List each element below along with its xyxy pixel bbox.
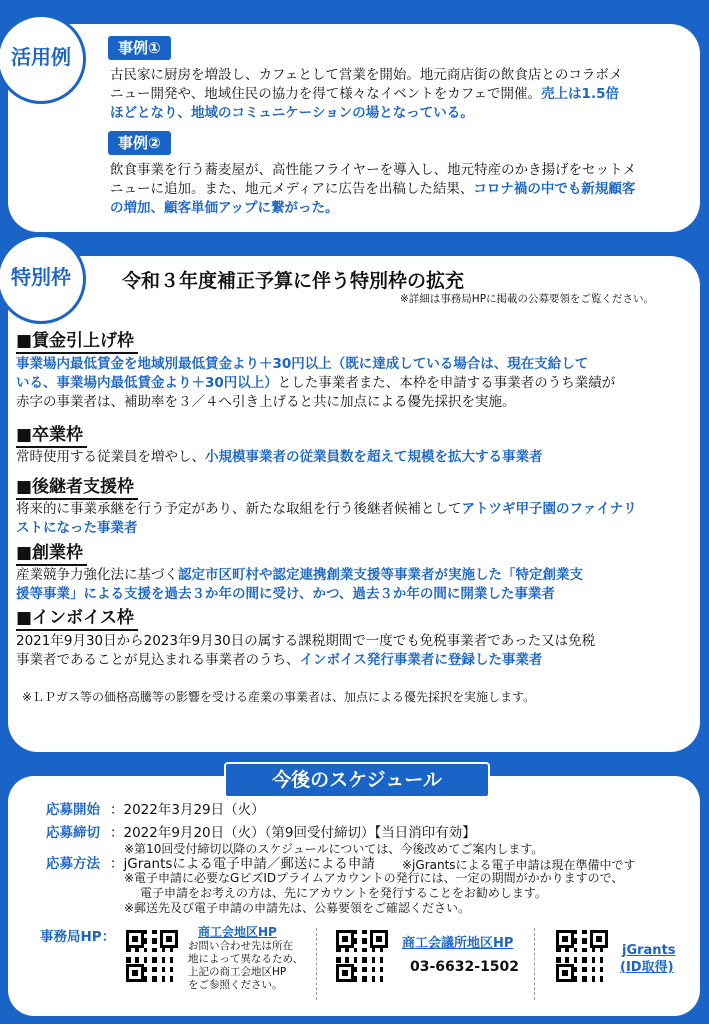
startup-heading: ■創業枠 bbox=[16, 542, 87, 566]
jgrants-qr-code bbox=[556, 930, 608, 982]
successor-line1 bbox=[16, 500, 637, 519]
lp-gas-note: ※ＬＰガス等の価格高騰等の影響を受ける産業の事業者は、加点による優先採択を実施します。 bbox=[22, 690, 536, 704]
graduate-line1 bbox=[16, 448, 543, 467]
office-hp-link[interactable]: 商工会地区HP bbox=[198, 925, 277, 939]
case1-line2-text: ニュー開発や、地域住民の協力を得て様々なイベントをカフェで開催。 bbox=[110, 86, 542, 102]
graduate-heading: ■卒業枠 bbox=[16, 424, 87, 448]
case2-tag: 事例② bbox=[108, 131, 171, 155]
schedule-end-note: ※第10回受付締切以降のスケジュールについては、今後改めてご案内します。 bbox=[124, 842, 544, 856]
jgrants-qr-finder-1 bbox=[556, 930, 574, 948]
startup-line2: 援等事業」による支援を過去３か年の間に受け、かつ、過去３か年の間に開業した事業者 bbox=[16, 586, 555, 602]
successor-highlight: アトツギ甲子園のファイナリ bbox=[461, 501, 637, 517]
special-badge: 特別枠 bbox=[0, 234, 86, 324]
chamber-hp-link[interactable]: 商工会議所地区HP bbox=[402, 936, 514, 951]
office-qr-code bbox=[126, 930, 178, 982]
case1-tag: 事例① bbox=[108, 36, 171, 60]
office-desc-3: 上記の商工会地区HP bbox=[188, 966, 287, 978]
office-desc-4: をご参照ください。 bbox=[188, 979, 283, 991]
schedule-start-label: 応募開始 bbox=[46, 802, 100, 818]
chamber-qr-finder-3 bbox=[336, 964, 354, 982]
graduate-highlight: 小規模事業者の従業員数を超えて規模を拡大する事業者 bbox=[205, 449, 543, 465]
wage-line1: 事業場内最低賃金を地域別最低賃金より＋30円以上（既に達成している場合は、現在支給して bbox=[16, 356, 589, 372]
jgrants-id-link[interactable]: (ID取得) bbox=[620, 960, 674, 975]
schedule-method-note2: 電子申請をお考えの方は、先にアカウントを発行することをお勧めします。 bbox=[140, 886, 547, 900]
graduate-text: 常時使用する従業員を増やし、 bbox=[16, 449, 205, 465]
schedule-title: 今後のスケジュール bbox=[224, 762, 490, 798]
jgrants-qr-finder-2 bbox=[590, 930, 608, 948]
schedule-start-value: ：2022年3月29日（火） bbox=[110, 802, 265, 818]
office-qr-finder-3 bbox=[126, 964, 144, 982]
case2-line1: 飲食事業を行う蕎麦屋が、高性能フライヤーを導入し、地元特産のかき揚げをセットメ bbox=[110, 162, 636, 178]
successor-heading: ■後継者支援枠 bbox=[16, 476, 138, 500]
jgrants-qr-finder-3 bbox=[556, 964, 574, 982]
contact-divider-1 bbox=[316, 928, 317, 1000]
case2-line2 bbox=[110, 180, 635, 199]
wage-line2-text: とした事業者また、本枠を申請する事業者のうち業績が bbox=[277, 375, 616, 391]
case2-highlight: コロナ禍の中でも新規顧客 bbox=[473, 181, 636, 197]
invoice-text: 事業者であることが見込まれる事業者のうち、 bbox=[16, 652, 300, 668]
successor-line2: ストになった事業者 bbox=[16, 520, 138, 536]
chamber-phone: 03-6632-1502 bbox=[410, 959, 520, 975]
case2-line3: の増加、顧客単価アップに繋がった。 bbox=[110, 200, 339, 216]
invoice-line1: 2021年9月30日から2023年9月30日の属する課税期間で一度でも免税事業者であった又は免税 bbox=[16, 633, 596, 649]
invoice-highlight: インボイス発行事業者に登録した事業者 bbox=[299, 652, 543, 668]
invoice-line2 bbox=[16, 651, 542, 670]
schedule-end-label: 応募締切 bbox=[46, 825, 100, 841]
case1-line3: ほどとなり、地域のコミュニケーションの場となっている。 bbox=[110, 105, 474, 121]
schedule-end-value: ：2022年9月20日（火）（第9回受付締切）【当日消印有効】 bbox=[110, 825, 476, 841]
case2-line2-text: ニューに追加。また、地元メディアに広告を出稿した結果、 bbox=[110, 181, 474, 197]
chamber-qr-finder-1 bbox=[336, 930, 354, 948]
special-note: ※詳細は事務局HPに掲載の公募要領をご覧ください。 bbox=[400, 293, 655, 305]
schedule-method-inline-note: ※jGrantsによる電子申請は現在準備中です bbox=[402, 858, 636, 872]
office-desc-2: 地によって異なるため、 bbox=[188, 953, 304, 965]
case1-line1: 古民家に厨房を増設し、カフェとして営業を開始。地元商店街の飲食店とのコラボメ bbox=[110, 67, 623, 83]
office-desc-1: お問い合わせ先は所在 bbox=[188, 940, 293, 952]
examples-badge: 活用例 bbox=[0, 14, 86, 104]
startup-highlight: 認定市区町村や認定連携創業支援等事業者が実施した「特定創業支 bbox=[178, 567, 583, 583]
chamber-qr-finder-2 bbox=[370, 930, 388, 948]
office-label: 事務局HP： bbox=[40, 929, 116, 945]
office-qr-finder-2 bbox=[160, 930, 178, 948]
startup-text: 産業競争力強化法に基づく bbox=[16, 567, 178, 583]
wage-heading: ■賃金引上げ枠 bbox=[16, 330, 138, 354]
office-qr-finder-1 bbox=[126, 930, 144, 948]
case1-highlight: 売上は1.5倍 bbox=[541, 86, 619, 102]
wage-line2-highlight: いる、事業場内最低賃金より＋30円以上） bbox=[16, 375, 278, 391]
schedule-method-note3: ※郵送先及び電子申請の申請先は、公募要領をご確認ください。 bbox=[124, 901, 471, 915]
wage-line3: 赤字の事業者は、補助率を３／４へ引き上げると共に加点による優先採択を実施。 bbox=[16, 394, 516, 410]
chamber-qr-code bbox=[336, 930, 388, 982]
successor-text: 将来的に事業承継を行う予定があり、新たな取組を行う後継者候補として bbox=[16, 501, 462, 517]
wage-line2 bbox=[16, 374, 615, 393]
startup-line1 bbox=[16, 566, 583, 585]
schedule-method-label: 応募方法 bbox=[46, 856, 100, 872]
invoice-heading: ■インボイス枠 bbox=[16, 607, 138, 631]
special-title: 令和３年度補正予算に伴う特別枠の拡充 bbox=[122, 270, 465, 292]
schedule-method-note1: ※電子申請に必要なGビズIDプライムアカウントの発行には、一定の期間がかかりますので、 bbox=[124, 871, 624, 885]
jgrants-link[interactable]: jGrants bbox=[622, 943, 676, 958]
contact-divider-2 bbox=[534, 928, 535, 1000]
case1-line2 bbox=[110, 85, 619, 104]
schedule-method-value: ：jGrantsによる電子申請／郵送による申請 bbox=[110, 856, 375, 872]
